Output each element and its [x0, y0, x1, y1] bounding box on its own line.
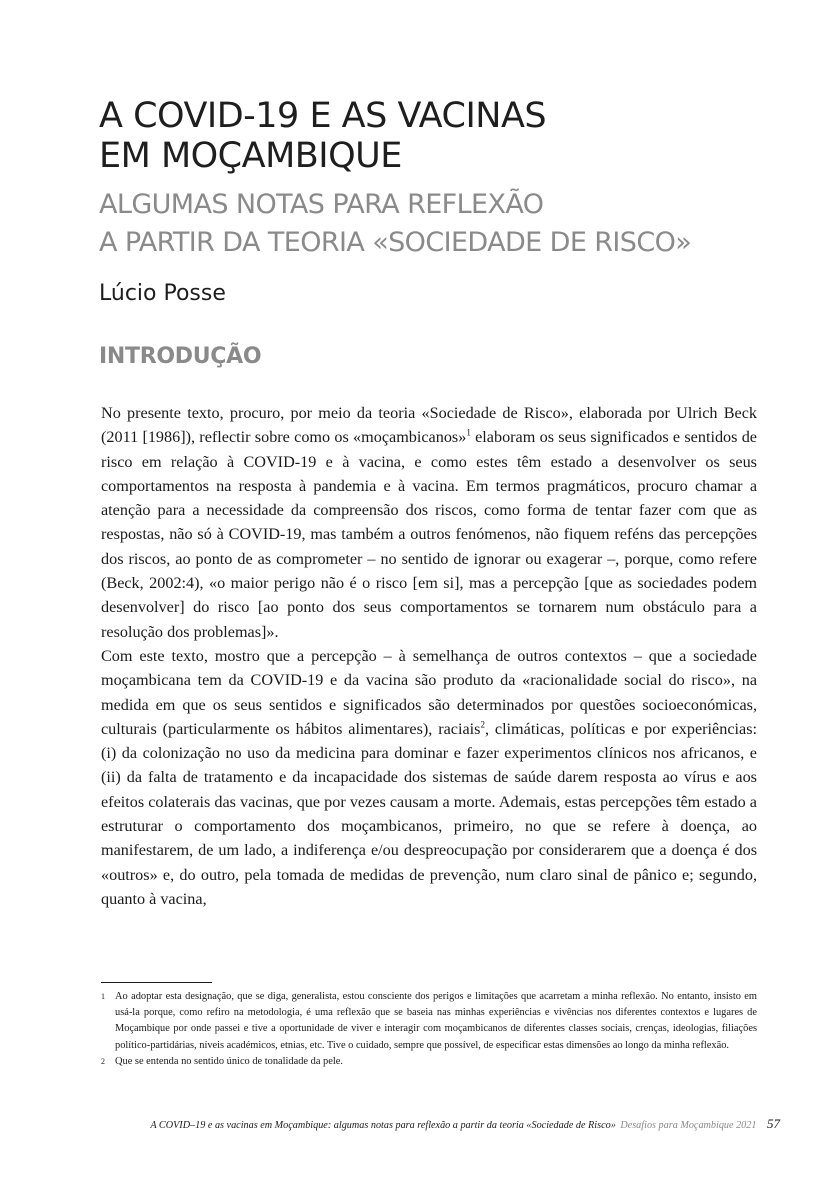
- footnote-2-text: Que se entenda no sentido único de tonalidade da pele.: [115, 1055, 343, 1067]
- footnote-ref-2[interactable]: 2: [480, 719, 485, 730]
- footnote-divider: [101, 982, 212, 983]
- paragraph-1: [101, 401, 757, 644]
- author-name: Lúcio Posse: [99, 281, 226, 306]
- footnote-1: [101, 989, 757, 1054]
- running-footer: [0, 1117, 780, 1133]
- footnote-ref-1[interactable]: 1: [466, 427, 471, 438]
- footnote-1-number: 1: [101, 992, 105, 1001]
- paragraph-1-text-b: elaboram os seus significados e sentidos de risco em relação à COVID-19 e à vacina, e como estes têm estado a desenvolver os seus comportamentos na resposta à pandemia e à vacina. Em termos pragmáticos, procuro chamar a atenção para a necessidade da compreensão dos riscos, como forma de tentar fazer com que as respostas, não só à COVID-19, mas também a outros fenómenos, não fiquem reféns das percepções dos riscos, ao ponto de as comprometer – no sentido de ignorar ou exagerar –, porque, como refere (Beck, 2002:4), «o maior perigo não é o risco [em si], mas a percepção [que as sociedades podem desenvolver] do risco [ao ponto dos seus comportamentos se tornarem num obstáculo para a resolução dos problemas]».: [101, 428, 757, 641]
- footnote-2-number: 2: [101, 1056, 105, 1066]
- footnote-2: [101, 1054, 757, 1070]
- article-title-line-1: A COVID-19 E AS VACINAS: [99, 96, 547, 136]
- body-text: [101, 401, 757, 911]
- article-title: [99, 96, 739, 176]
- footnote-1-text: Ao adoptar esta designação, que se diga, generalista, estou consciente dos perigos e limitações que acarretam a minha reflexão. No entanto, insisto em usá-la porque, como refiro na metodologia, é uma reflexão que se baseia nas minhas experiências e vivências nos diferentes contextos e lugares de Moçambique por onde passei e tive a oportunidade de viver e interagir com moçambicanos de diferentes classes sociais, crenças, ideologias, filiações político-partidárias, níveis académicos, etnias, etc. Tive o cuidado, sempre que possível, de especificar estas dimensões ao longo da minha reflexão.: [115, 991, 757, 1051]
- article-subtitle: [99, 186, 779, 262]
- page-number: 57: [767, 1116, 780, 1131]
- article-subtitle-line-2: A PARTIR DA TEORIA «SOCIEDADE DE RISCO»: [99, 227, 692, 258]
- paragraph-2: [101, 644, 757, 911]
- section-heading: INTRODUÇÃO: [99, 344, 262, 369]
- paragraph-2-text-b: , climáticas, políticas e por experiências: (i) da colonização no uso da medicina para dominar e fazer experimentos clínicos nos africanos, e (ii) da falta de tratamento e da incapacidade dos sistemas de saúde darem resposta ao vírus e aos efeitos colaterais das vacinas, que por vezes causam a morte. Ademais, estas percepções têm estado a estruturar o comportamento dos moçambicanos, primeiro, no que se refere à doença, ao manifestarem, de um lado, a indiferença e/ou despreocupação por considerarem que a doença é dos «outros» e, do outro, pela tomada de medidas de prevenção, num claro sinal de pânico e; segundo, quanto à vacina,: [101, 719, 757, 908]
- article-title-line-2: EM MOÇAMBIQUE: [99, 136, 402, 176]
- paragraph-2-text-a: Com este texto, mostro que a percepção – à semelhança de outros contextos – que a sociedade moçambicana tem da COVID-19 e da vacina são produto da «racionalidade social do risco», na medida em que os seus sentidos e significados são determinados por questões socioeconómicas, culturais (particularmente os hábitos alimentares), raciais: [101, 646, 757, 738]
- article-subtitle-line-1: ALGUMAS NOTAS PARA REFLEXÃO: [99, 189, 544, 220]
- publication-name: Desafios para Moçambique 2021: [620, 1120, 757, 1131]
- footnotes: [101, 989, 757, 1070]
- paragraph-1-text-a: No presente texto, procuro, por meio da teoria «Sociedade de Risco», elaborada por Ulrich Beck (2011 [1986]), reflectir sobre como os «moçambicanos»: [101, 404, 757, 447]
- running-title: A COVID–19 e as vacinas em Moçambique: algumas notas para reflexão a partir da teoria «Sociedade de Risco»: [150, 1120, 616, 1131]
